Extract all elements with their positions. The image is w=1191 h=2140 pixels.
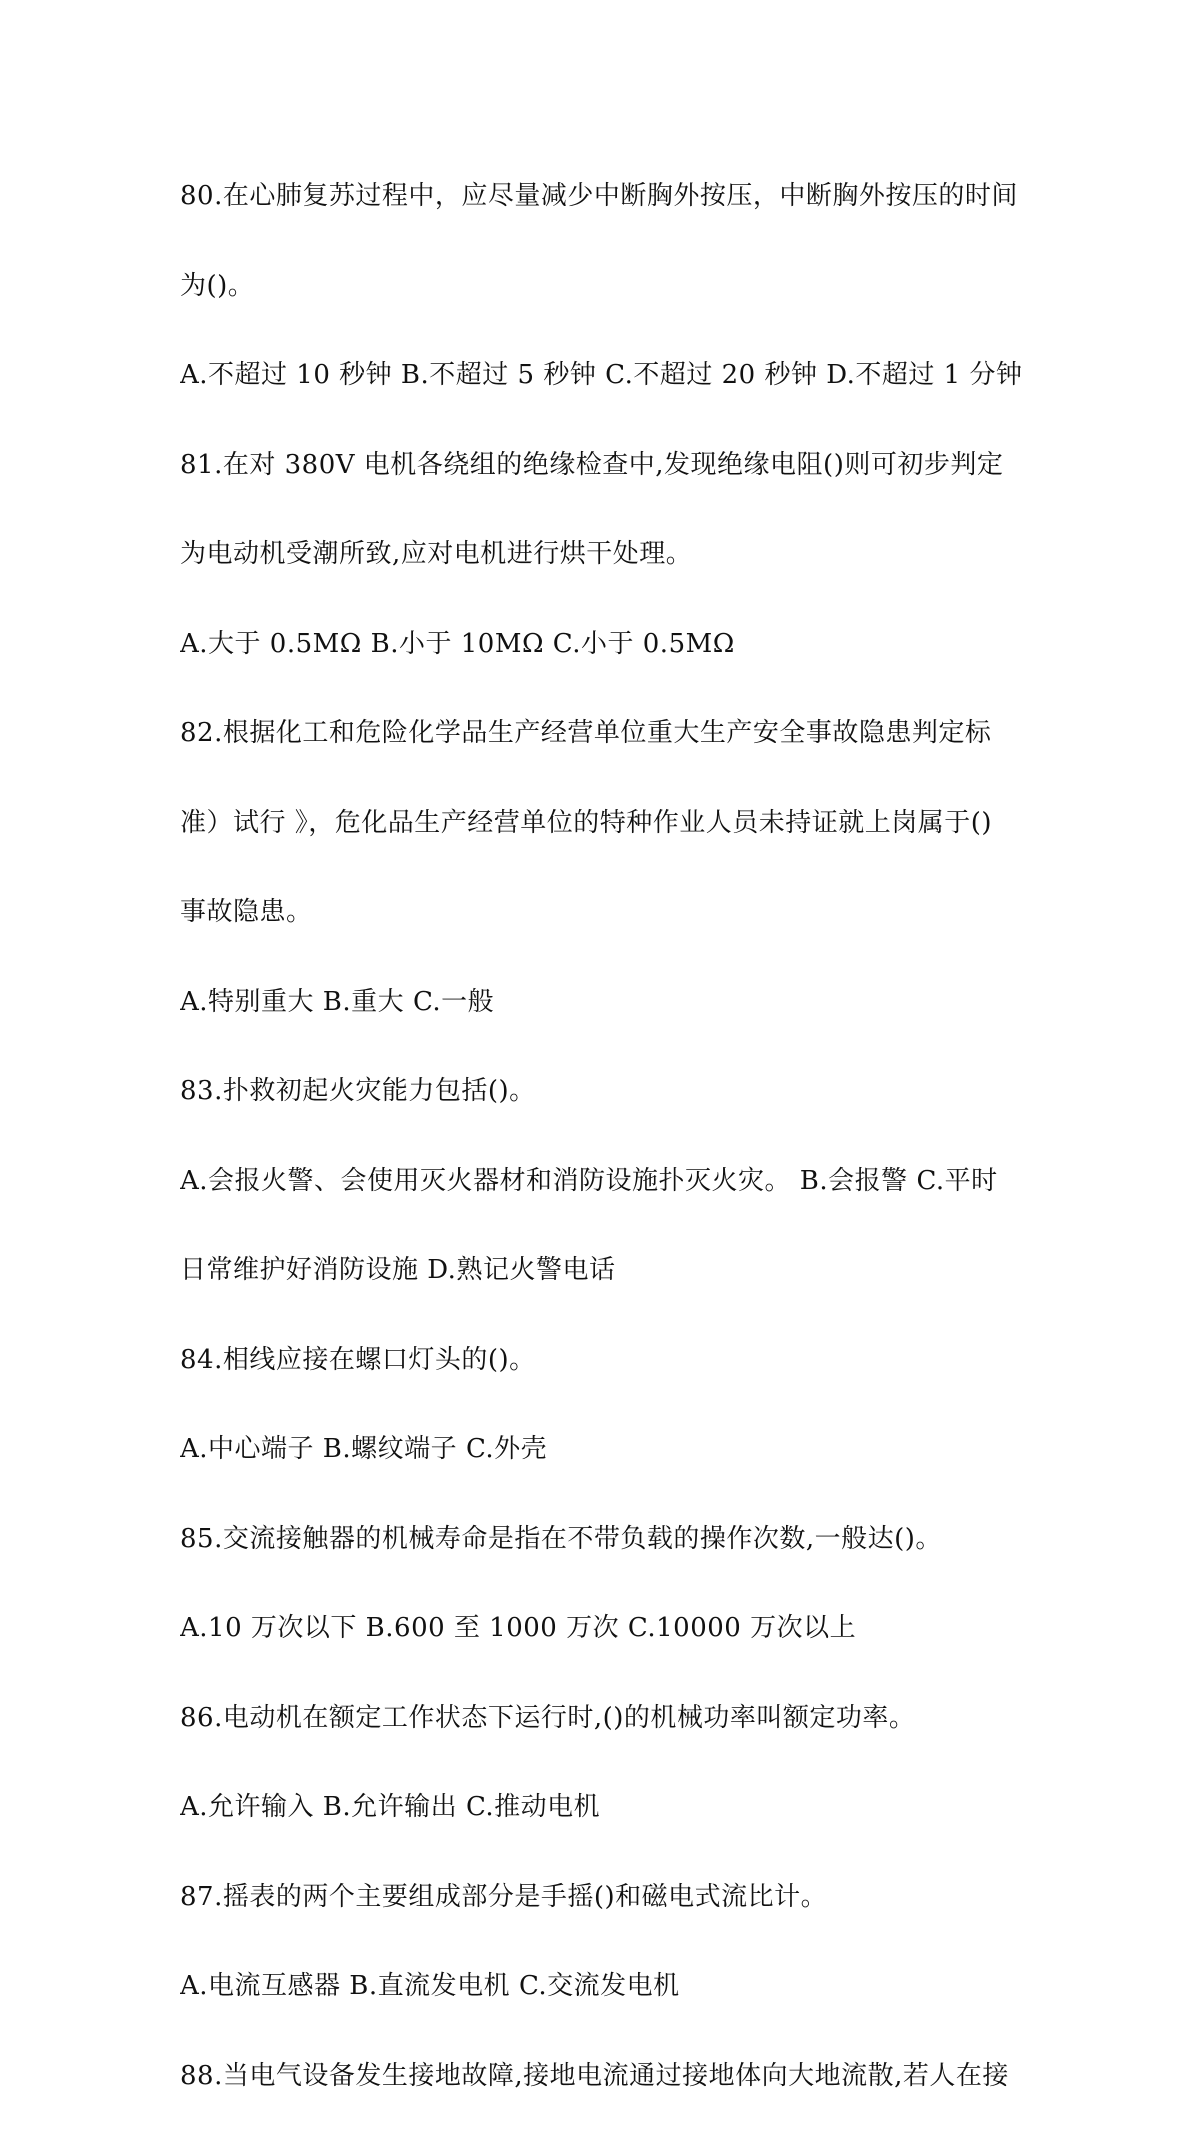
text-line: A.允许输入 B.允许输出 C.推动电机 <box>180 1792 601 1822</box>
text-line: A.电流互感器 B.直流发电机 C.交流发电机 <box>180 1971 680 2001</box>
text-line: A.会报火警、会使用灭火器材和消防设施扑灭火灾。 B.会报警 C.平时 <box>180 1165 998 1196</box>
text-line: A.特别重大 B.重大 C.一般 <box>180 986 495 1017</box>
text-line: A.不超过 10 秒钟 B.不超过 5 秒钟 C.不超过 20 秒钟 D.不超过 1 分钟 <box>180 360 1023 390</box>
text-line: A.中心端子 B.螺纹端子 C.外壳 <box>180 1434 548 1464</box>
text-line: 85.交流接触器的机械寿命是指在不带负载的操作次数,一般达()。 <box>180 1523 942 1554</box>
text-line: A.大于 0.5MΩ B.小于 10MΩ C.小于 0.5MΩ <box>180 628 735 659</box>
text-line: 80.在心肺复苏过程中，应尽量减少中断胸外按压，中断胸外按压的时间 <box>180 181 1018 211</box>
text-line: 为电动机受潮所致,应对电机进行烘干处理。 <box>180 539 693 569</box>
text-line: 86.电动机在额定工作状态下运行时,()的机械功率叫额定功率。 <box>180 1702 916 1733</box>
text-line: 事故隐患。 <box>180 897 313 927</box>
text-line: 88.当电气设备发生接地故障,接地电流通过接地体向大地流散,若人在接 <box>180 2060 1009 2091</box>
text-line: 83.扑救初起火灾能力包括()。 <box>180 1076 536 1106</box>
text-line: A.10 万次以下 B.600 至 1000 万次 C.10000 万次以上 <box>180 1613 857 1643</box>
text-line: 81.在对 380V 电机各绕组的绝缘检查中,发现绝缘电阻()则可初步判定 <box>180 449 1004 480</box>
text-line: 准）试行 》，危化品生产经营单位的特种作业人员未持证就上岗属于() <box>180 807 993 838</box>
text-line: 84.相线应接在螺口灯头的()。 <box>180 1344 536 1375</box>
text-line: 87.摇表的两个主要组成部分是手摇()和磁电式流比计。 <box>180 1881 828 1912</box>
text-line: 日常维护好消防设施 D.熟记火警电话 <box>180 1255 616 1285</box>
document-body <box>180 145 1030 2140</box>
text-line: 为()。 <box>180 270 255 301</box>
text-line: 82.根据化工和危险化学品生产经营单位重大生产安全事故隐患判定标 <box>180 718 992 748</box>
